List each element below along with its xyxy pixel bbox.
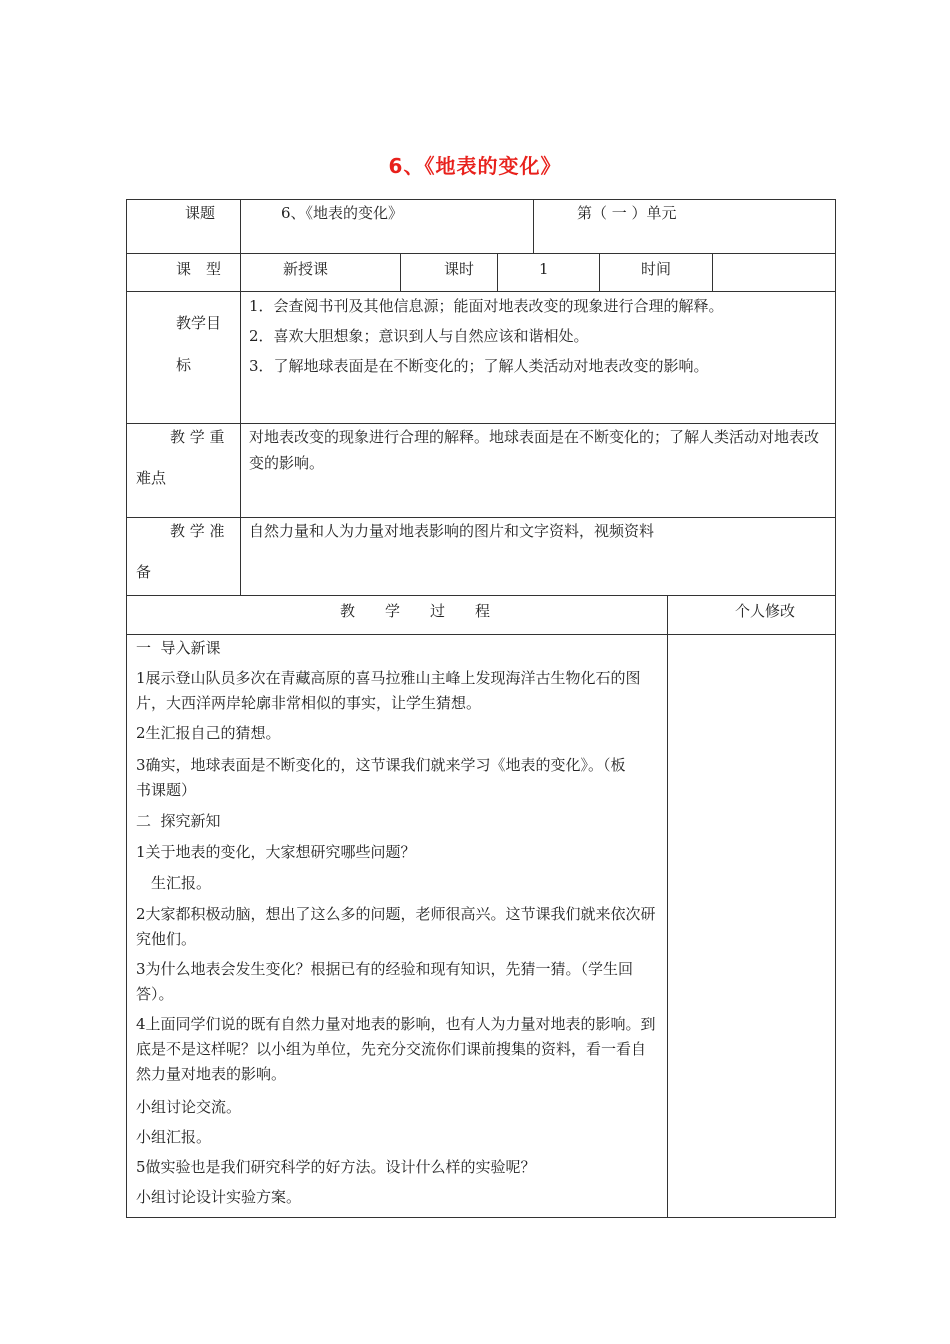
topic-label: 课题 — [185, 204, 216, 222]
key-points-label: 教 学 重 — [170, 428, 225, 446]
process-paragraph: 1展示登山队员多次在青藏高原的喜马拉雅山主峰上发现海洋古生物化石的图片，大西洋两岸轮廓非常相似的事实，让学生猜想。 — [136, 669, 641, 712]
notes-header: 个人修改 — [735, 602, 796, 620]
process-paragraph: 二 探究新知 — [136, 812, 221, 830]
process-paragraph: 一 导入新课 — [136, 639, 221, 657]
column-divider — [712, 253, 713, 291]
column-divider — [667, 595, 668, 1218]
process-paragraph: 5做实验也是我们研究科学的好方法。设计什么样的实验呢？ — [136, 1158, 536, 1176]
column-divider — [240, 199, 241, 596]
preparation-label: 教 学 准 — [170, 522, 225, 540]
row-divider — [126, 634, 836, 635]
process-paragraph: 小组汇报。 — [136, 1128, 212, 1146]
process-paragraph: 2大家都积极动脑，想出了这么多的问题，老师很高兴。这节课我们就来依次研究他们。 — [136, 905, 656, 948]
process-paragraph: 小组讨论交流。 — [136, 1098, 242, 1116]
preparation-text: 自然力量和人为力量对地表影响的图片和文字资料，视频资料 — [249, 522, 655, 540]
process-paragraph: 生汇报。 — [136, 874, 212, 892]
objectives-label: 教学目 — [176, 314, 222, 332]
objectives-label-cont: 标 — [176, 356, 192, 374]
process-paragraph: 3为什么地表会发生变化？根据已有的经验和现有知识，先猜一猜。（学生回答）。 — [136, 960, 634, 1003]
preparation-label-cont: 备 — [136, 563, 152, 581]
row-divider — [126, 253, 836, 254]
process-header: 教 学 过 程 — [340, 602, 491, 620]
column-divider — [599, 253, 600, 291]
row-divider — [126, 291, 836, 292]
objective-item: 1．会查阅书刊及其他信息源；能面对地表改变的现象进行合理的解释。 — [249, 297, 724, 315]
key-points-text: 对地表改变的现象进行合理的解释。地球表面是在不断变化的；了解人类活动对地表改变的影响。 — [249, 428, 820, 472]
objective-item: 3．了解地球表面是在不断变化的；了解人类活动对地表改变的影响。 — [249, 357, 709, 375]
row-divider — [126, 517, 836, 518]
process-paragraph: 1关于地表的变化，大家想研究哪些问题？ — [136, 843, 416, 861]
document-title: 6、《地表的变化》 — [388, 154, 562, 178]
time-label: 时间 — [641, 260, 672, 278]
column-divider — [497, 253, 498, 291]
process-paragraph: 4上面同学们说的既有自然力量对地表的影响，也有人为力量对地表的影响。到底是不是这样呢？以小组为单位，先充分交流你们课前搜集的资料，看一看自然力量对地表的影响。 — [136, 1015, 656, 1083]
key-points-label-cont: 难点 — [136, 469, 167, 487]
topic-value: 6、《地表的变化》 — [281, 204, 404, 222]
process-paragraph: 2生汇报自己的猜想。 — [136, 724, 281, 742]
objective-item: 2．喜欢大胆想象；意识到人与自然应该和谐相处。 — [249, 327, 589, 345]
type-label: 课 型 — [176, 260, 222, 278]
hours-value: 1 — [539, 260, 549, 278]
hours-label: 课时 — [444, 260, 475, 278]
type-value: 新授课 — [283, 260, 329, 278]
column-divider — [533, 199, 534, 253]
column-divider — [400, 253, 401, 291]
unit-value: 第（ 一 ）单元 — [577, 204, 677, 222]
process-paragraph: 小组讨论设计实验方案。 — [136, 1188, 302, 1206]
process-paragraph: 3确实，地球表面是不断变化的，这节课我们就来学习《地表的变化》。（板书课题） — [136, 756, 626, 799]
